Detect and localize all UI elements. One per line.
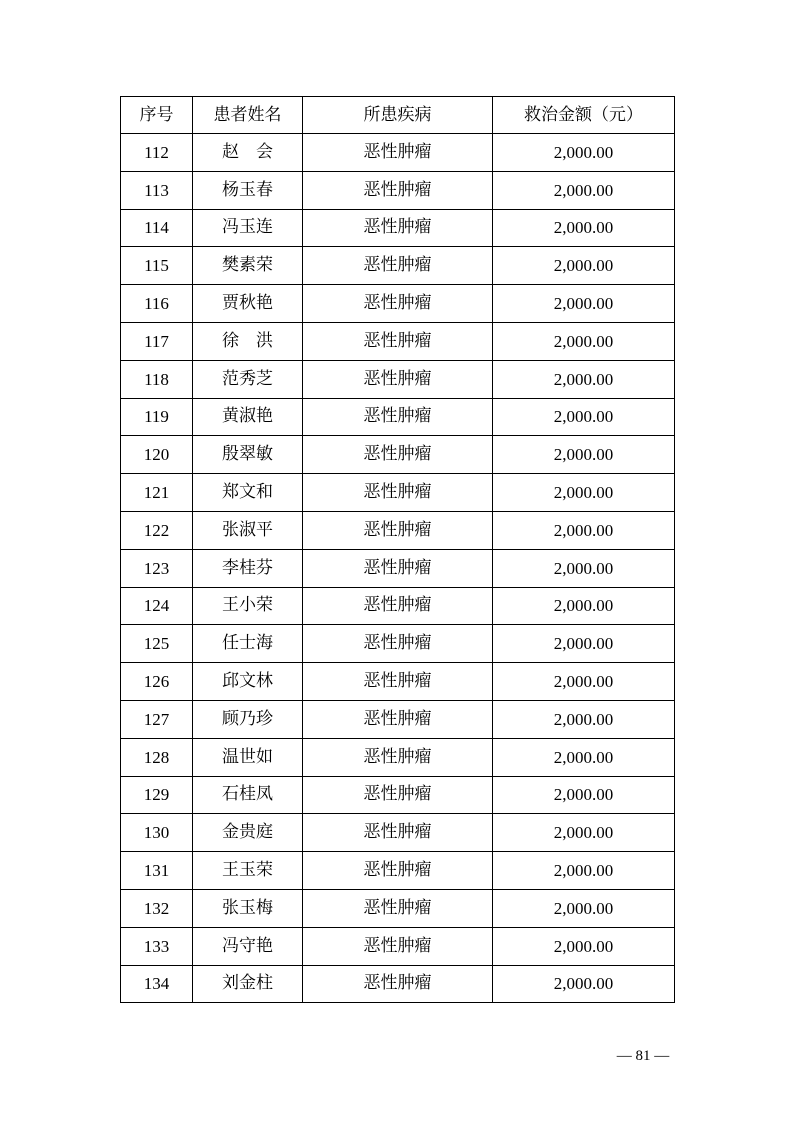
disease-cell: 恶性肿瘤	[303, 738, 493, 776]
table-row	[121, 436, 675, 474]
patient-name-cell: 温世如	[193, 738, 303, 776]
table-row	[121, 398, 675, 436]
table-row	[121, 134, 675, 172]
disease-cell: 恶性肿瘤	[303, 549, 493, 587]
disease-cell: 恶性肿瘤	[303, 247, 493, 285]
patient-name-cell: 范秀芝	[193, 360, 303, 398]
amount-cell: 2,000.00	[493, 927, 675, 965]
disease-cell: 恶性肿瘤	[303, 474, 493, 512]
table-row	[121, 776, 675, 814]
patient-name-cell: 刘金柱	[193, 965, 303, 1003]
serial-number-cell: 118	[121, 360, 193, 398]
patient-name-cell: 贾秋艳	[193, 285, 303, 323]
amount-cell: 2,000.00	[493, 247, 675, 285]
amount-cell: 2,000.00	[493, 134, 675, 172]
serial-number-cell: 112	[121, 134, 193, 172]
serial-number-cell: 133	[121, 927, 193, 965]
disease-cell: 恶性肿瘤	[303, 209, 493, 247]
serial-number-cell: 114	[121, 209, 193, 247]
disease-cell: 恶性肿瘤	[303, 511, 493, 549]
table-row	[121, 360, 675, 398]
serial-number-cell: 117	[121, 322, 193, 360]
amount-cell: 2,000.00	[493, 776, 675, 814]
patient-name-cell: 王玉荣	[193, 852, 303, 890]
table-header-row	[121, 97, 675, 134]
disease-cell: 恶性肿瘤	[303, 965, 493, 1003]
serial-number-cell: 120	[121, 436, 193, 474]
table-row	[121, 700, 675, 738]
amount-cell: 2,000.00	[493, 738, 675, 776]
header-patient-name: 患者姓名	[193, 97, 303, 134]
disease-cell: 恶性肿瘤	[303, 171, 493, 209]
disease-cell: 恶性肿瘤	[303, 852, 493, 890]
patient-name-cell: 石桂凤	[193, 776, 303, 814]
header-amount: 救治金额（元）	[493, 97, 675, 134]
patient-name-cell: 顾乃珍	[193, 700, 303, 738]
amount-cell: 2,000.00	[493, 852, 675, 890]
disease-cell: 恶性肿瘤	[303, 436, 493, 474]
table-row	[121, 889, 675, 927]
serial-number-cell: 130	[121, 814, 193, 852]
amount-cell: 2,000.00	[493, 587, 675, 625]
disease-cell: 恶性肿瘤	[303, 889, 493, 927]
patient-name-cell: 邱文林	[193, 663, 303, 701]
serial-number-cell: 129	[121, 776, 193, 814]
serial-number-cell: 121	[121, 474, 193, 512]
amount-cell: 2,000.00	[493, 322, 675, 360]
disease-cell: 恶性肿瘤	[303, 625, 493, 663]
serial-number-cell: 128	[121, 738, 193, 776]
table-row	[121, 852, 675, 890]
serial-number-cell: 132	[121, 889, 193, 927]
relief-fund-table	[120, 96, 675, 1003]
table-row	[121, 965, 675, 1003]
patient-name-cell: 樊素荣	[193, 247, 303, 285]
table-row	[121, 587, 675, 625]
serial-number-cell: 116	[121, 285, 193, 323]
serial-number-cell: 113	[121, 171, 193, 209]
serial-number-cell: 125	[121, 625, 193, 663]
amount-cell: 2,000.00	[493, 171, 675, 209]
disease-cell: 恶性肿瘤	[303, 700, 493, 738]
table-row	[121, 738, 675, 776]
serial-number-cell: 134	[121, 965, 193, 1003]
patient-name-cell: 黄淑艳	[193, 398, 303, 436]
table-row	[121, 511, 675, 549]
patient-name-cell: 冯玉连	[193, 209, 303, 247]
amount-cell: 2,000.00	[493, 285, 675, 323]
patient-name-cell: 李桂芬	[193, 549, 303, 587]
serial-number-cell: 131	[121, 852, 193, 890]
table-row	[121, 247, 675, 285]
disease-cell: 恶性肿瘤	[303, 134, 493, 172]
serial-number-cell: 119	[121, 398, 193, 436]
patient-name-cell: 张淑平	[193, 511, 303, 549]
disease-cell: 恶性肿瘤	[303, 927, 493, 965]
amount-cell: 2,000.00	[493, 663, 675, 701]
disease-cell: 恶性肿瘤	[303, 285, 493, 323]
serial-number-cell: 124	[121, 587, 193, 625]
table-row	[121, 814, 675, 852]
patient-name-cell: 金贵庭	[193, 814, 303, 852]
serial-number-cell: 126	[121, 663, 193, 701]
patient-name-cell: 任士海	[193, 625, 303, 663]
serial-number-cell: 123	[121, 549, 193, 587]
table-body	[121, 134, 675, 1003]
serial-number-cell: 122	[121, 511, 193, 549]
amount-cell: 2,000.00	[493, 398, 675, 436]
patient-name-cell: 殷翠敏	[193, 436, 303, 474]
amount-cell: 2,000.00	[493, 549, 675, 587]
patient-name-cell: 杨玉春	[193, 171, 303, 209]
serial-number-cell: 127	[121, 700, 193, 738]
table-row	[121, 625, 675, 663]
table-row	[121, 322, 675, 360]
disease-cell: 恶性肿瘤	[303, 398, 493, 436]
amount-cell: 2,000.00	[493, 700, 675, 738]
amount-cell: 2,000.00	[493, 209, 675, 247]
serial-number-cell: 115	[121, 247, 193, 285]
patient-name-cell: 赵 会	[193, 134, 303, 172]
disease-cell: 恶性肿瘤	[303, 587, 493, 625]
patient-name-cell: 王小荣	[193, 587, 303, 625]
header-serial-number: 序号	[121, 97, 193, 134]
table-row	[121, 549, 675, 587]
amount-cell: 2,000.00	[493, 474, 675, 512]
amount-cell: 2,000.00	[493, 436, 675, 474]
table-row	[121, 171, 675, 209]
amount-cell: 2,000.00	[493, 889, 675, 927]
disease-cell: 恶性肿瘤	[303, 814, 493, 852]
patient-name-cell: 徐 洪	[193, 322, 303, 360]
patient-name-cell: 张玉梅	[193, 889, 303, 927]
disease-cell: 恶性肿瘤	[303, 776, 493, 814]
disease-cell: 恶性肿瘤	[303, 360, 493, 398]
patient-name-cell: 郑文和	[193, 474, 303, 512]
table-row	[121, 663, 675, 701]
amount-cell: 2,000.00	[493, 360, 675, 398]
disease-cell: 恶性肿瘤	[303, 322, 493, 360]
table-row	[121, 474, 675, 512]
disease-cell: 恶性肿瘤	[303, 663, 493, 701]
amount-cell: 2,000.00	[493, 625, 675, 663]
amount-cell: 2,000.00	[493, 965, 675, 1003]
table-row	[121, 285, 675, 323]
page-number: — 81 —	[616, 1048, 670, 1064]
header-disease: 所患疾病	[303, 97, 493, 134]
amount-cell: 2,000.00	[493, 511, 675, 549]
table-row	[121, 209, 675, 247]
patient-name-cell: 冯守艳	[193, 927, 303, 965]
table-row	[121, 927, 675, 965]
amount-cell: 2,000.00	[493, 814, 675, 852]
